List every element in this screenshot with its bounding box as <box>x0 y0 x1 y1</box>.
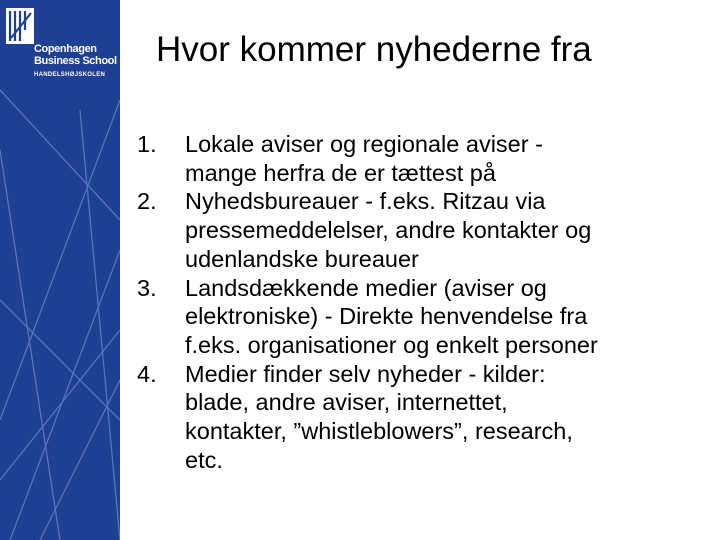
list-line: Landsdækkende medier (aviser og <box>185 274 547 301</box>
list-number: 1. <box>137 131 157 157</box>
list-number: 4. <box>137 360 157 387</box>
logo-line-2: Business School <box>34 55 117 67</box>
numbered-list <box>137 130 697 474</box>
slide-title: Hvor kommer nyhederne fra <box>156 30 592 69</box>
list-line: f.eks. organisationer og enkelt personer <box>185 331 598 358</box>
list-line: Nyhedsbureauer - f.eks. Ritzau via <box>185 188 546 215</box>
list-line: Medier finder selv nyheder - kilder: <box>185 360 546 387</box>
list-line: udenlandske bureauer <box>185 245 419 272</box>
list-line: kontakter, ”whistleblowers”, research, <box>185 418 573 445</box>
list-item <box>137 360 697 475</box>
list-line: blade, andre aviser, internettet, <box>185 389 508 416</box>
list-line: etc. <box>185 446 223 473</box>
cbs-logo-icon <box>6 8 34 44</box>
list-line: Lokale aviser og regionale aviser - <box>185 131 543 157</box>
list-item <box>137 274 697 360</box>
logo-subline: HANDELSHØJSKOLEN <box>34 72 106 78</box>
list-item <box>137 187 697 273</box>
list-number: 3. <box>137 274 157 301</box>
list-line: elektroniske) - Direkte henvendelse fra <box>185 303 588 330</box>
logo-wordmark <box>34 43 117 67</box>
decorative-lines <box>0 0 120 540</box>
list-line: pressemeddelelser, andre kontakter og <box>185 217 592 244</box>
logo-line-1: Copenhagen <box>34 43 97 55</box>
list-number: 2. <box>137 188 157 215</box>
sidebar-band <box>0 0 120 540</box>
list-item <box>137 130 697 187</box>
list-line: mange herfra de er tættest på <box>185 159 496 186</box>
